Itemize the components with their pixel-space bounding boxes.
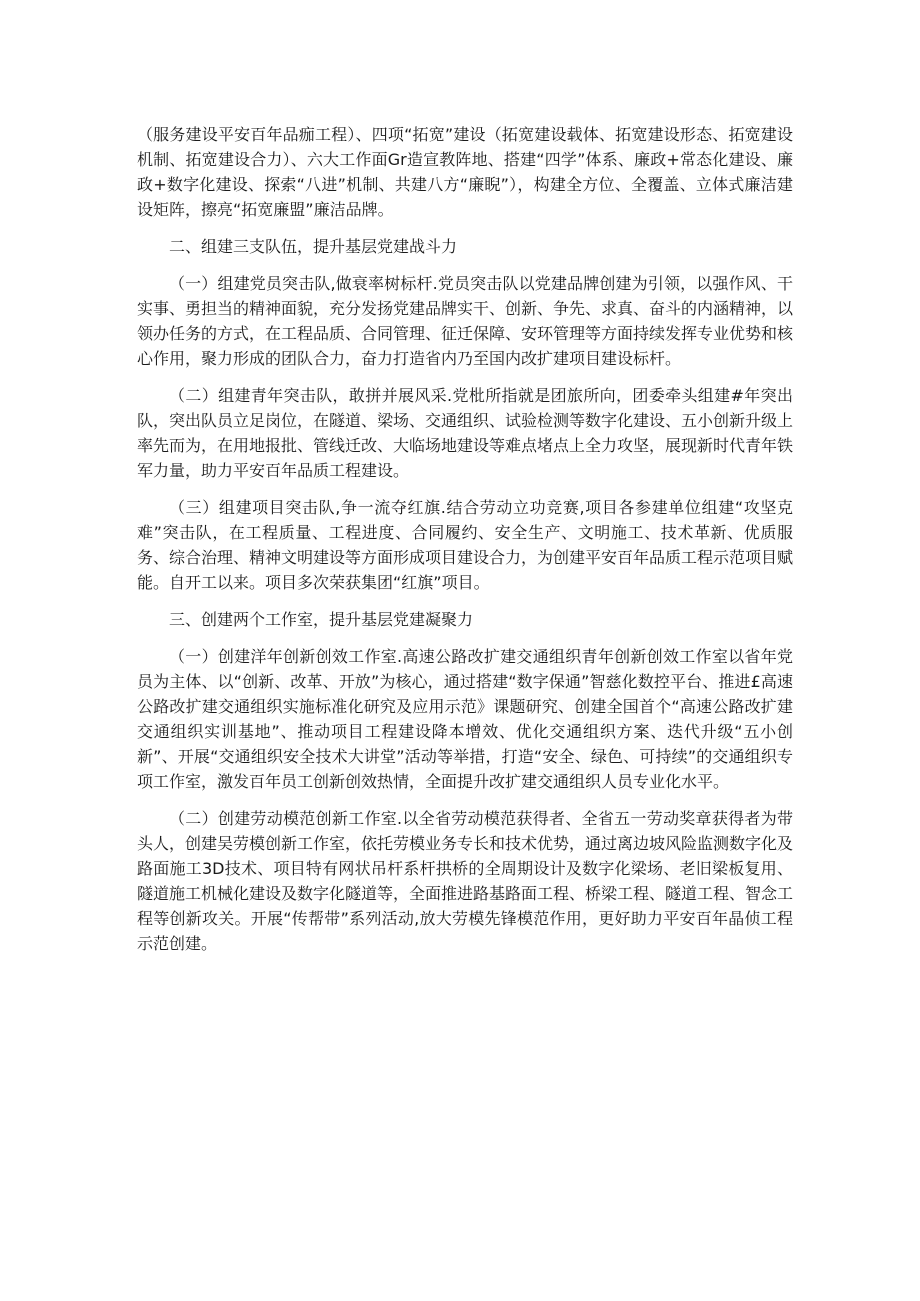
paragraph-party-member-team: （一）组建党员突击队,做衰率树标杆.党员突击队以党建品牌创建为引领，以强作风、干实事、勇担当的精神面貌，充分发扬党建品牌实干、创新、争先、求真、奋斗的内涵精神，以领办任务的方式，在工程品质、合同管理、征迁保障、安环管理等方面持续发挥专业优势和核心作用，聚力形成的团队合力，奋力打造省内乃至国内改扩建项目建设标杆。 <box>137 274 794 368</box>
paragraph-labor-model-studio: （二）创建劳动模范创新工作室.以全省劳动模范获得者、全省五一劳动奖章获得者为带头人，创建吴劳模创新工作室，依托劳模业务专长和技术优势，通过离边坡风险监测数字化及路面施工3D技术、项目特有网状吊杆系杆拱桥的全周期设计及数字化梁场、老旧梁板复用、隧道施工机械化建设及数字化隧道等，全面推进路基路面工程、桥梁工程、隧道工程、智念工程等创新攻关。开展“传帮带”系列活动,放大劳模先锋模范作用，更好助力平安百年晶侦工程示范创建。 <box>137 809 794 953</box>
paragraph-continued: （服务建设平安百年品痂工程）、四项“拓宽”建设（拓宽建设载体、拓宽建设形态、拓宽建设机制、拓宽建设合力）、六大工作面Gr造宣教阵地、搭建“四学”体系、廉政+常态化建设、廉政+数字化建设、探索“八进”机制、共建八方“廉睨”），构建全方位、全覆盖、立体式廉洁建设矩阵，擦亮“拓宽廉盟”廉洁品牌。 <box>137 125 793 219</box>
paragraph-youth-studio: （一）创建洋年创新创效工作室.高速公路改扩建交通组织青年创新创效工作室以省年党员为主体、以“创新、改革、开放”为核心，通过搭建“数字保通”智慈化数控平台、推进£高速公路改扩建交通组织实施标准化研究及应用示范》课题研究、创建全国首个“高速公路改扩建交通组织实训基地”、推动项目工程建设降本增效、优化交通组织方案、迭代升级“五小创新”、开展“交通组织安全技术大讲堂”活动等举措，打造“安全、绿色、可持续”的交通组织专项工作室，激发百年员工创新创效热情，全面提升改扩建交通组织人员专业化水平。 <box>137 647 793 791</box>
section-heading-two: 二、组建三支队伍，提升基层党建战斗力 <box>169 237 458 256</box>
paragraph-youth-team: （二）组建青年突击队，敢拼并展风采.党枇所指就是团旅所向，团委牵头组建#年突出队，突出队员立足岗位，在隧道、梁场、交通组织、试验检测等数字化建设、五小创新升级上率先而为，在用地报批、管线迁改、大临场地建设等难点堵点上全力攻坚，展现新时代青年铁军力量，助力平安百年品质工程建设。 <box>137 386 794 480</box>
document-body <box>137 122 793 968</box>
section-heading-three: 三、创建两个工作室，提升基层党建凝聚力 <box>169 610 474 629</box>
paragraph-project-team: （三）组建项目突击队,争一流夺红旗.结合劳动立功竞赛,项目各参建单位组建“攻坚克难”突击队，在工程质量、工程进度、合同履约、安全生产、文明施工、技术革新、优质服务、综合治理、精神文明建设等方面形成项目建设合力，为创建平安百年品质工程示范项目赋能。自开工以来。项目多次荣获集团“红旗”项目。 <box>137 498 794 592</box>
